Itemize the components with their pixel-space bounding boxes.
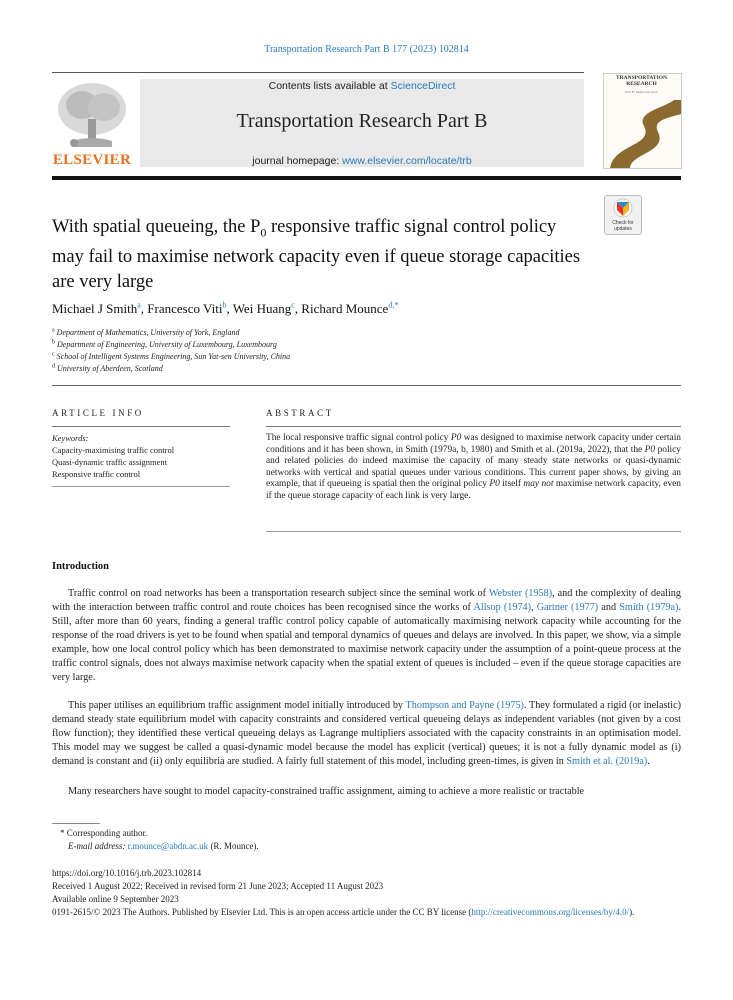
affil-text: Department of Mathematics, University of York, England: [56, 328, 240, 337]
keyword: Responsive traffic control: [52, 469, 141, 479]
license-link[interactable]: http://creativecommons.org/licenses/by/4.0/: [471, 907, 630, 917]
abstract-text: itself: [499, 479, 524, 490]
article-title: [52, 215, 592, 294]
abstract-text: was designed to maximise network capacity under certain conditions and it has been shown, in Smith (1979a, b, 1980) and Smith et al. (2019a, 2022), that the: [266, 433, 681, 455]
publisher-logo-text: ELSEVIER: [52, 152, 132, 168]
affiliation: [52, 352, 290, 361]
author-name: Michael J Smith: [52, 301, 138, 316]
affil-marker: b: [52, 339, 55, 346]
footnote-rule: [52, 823, 100, 824]
cover-subtitle: Part B: Methodological: [625, 90, 658, 94]
intro-paragraph-2: [52, 699, 681, 769]
body-text: This paper utilises an equilibrium traffic assignment model initially introduced by: [68, 700, 406, 711]
body-text: and: [598, 602, 620, 613]
affiliation: [52, 328, 239, 337]
author-list: [52, 301, 672, 317]
author-affil-link[interactable]: c: [291, 300, 295, 310]
received-dates: Received 1 August 2022; Received in revised form 21 June 2023; Accepted 11 August 2023: [52, 881, 384, 891]
footnote-marker: *: [60, 828, 67, 838]
affil-marker: d: [52, 363, 55, 370]
keyword: Quasi-dynamic traffic assignment: [52, 457, 168, 467]
journal-cover-thumbnail[interactable]: [603, 73, 682, 169]
author-name: Richard Mounce: [301, 301, 389, 316]
sciencedirect-link[interactable]: ScienceDirect: [390, 80, 456, 92]
license-text: 0191-2615/© 2023 The Authors. Published by Elsevier Ltd. This is an open access article under the CC BY license (: [52, 907, 472, 917]
cover-road-icon: [604, 74, 681, 168]
article-info-heading: ARTICLE INFO: [52, 408, 144, 418]
abstract-emphasis: P0: [450, 433, 462, 443]
license-end: ).: [629, 907, 635, 917]
abstract-text: policy and related policies do indeed maximise the capacity of many steady state networks or quasi-dynamic networks with vertical and spatial queues under various conditions. This current paper shows, by giving an example, that if queueing is spatial then the original policy: [266, 444, 681, 490]
intro-paragraph-3: Many researchers have sought to model capacity-constrained traffic assignment, aiming to achieve a more realistic or tractable: [68, 786, 585, 797]
affil-marker: c: [52, 351, 55, 358]
author-separator: ,: [294, 301, 302, 316]
journal-title: Transportation Research Part B: [236, 110, 488, 132]
header-thick-rule: [52, 176, 681, 180]
body-text: .: [647, 756, 650, 767]
abstract-text: The local responsive traffic signal control policy: [266, 433, 451, 443]
abstract-bottom-rule: [266, 531, 681, 532]
abstract-emphasis: P0: [489, 479, 500, 490]
license-statement: [52, 906, 681, 919]
author-name: Wei Huang: [232, 301, 292, 316]
body-text: . They formulated a rigid (or inelastic) demand steady state equilibrium model with capacity constraints and considered vertical queueing delays as independent variables (not given by a cost flow function); they identified these vertical queueing delays as Lagrange multipliers associated with the capacity constraints in an optimisation model. This model may we suggest be called a quasi-dynamic model because the model has explicit (vertical) queues; it is not a fully dynamic model as (i) demand is constant and (ii) only equilibria are studied. A fairly full statement of this model, including green-times, is given in: [52, 700, 682, 767]
contents-line: [140, 80, 584, 92]
affil-text: School of Intelligent Systems Engineering, Sun Yat-sen University, China: [56, 352, 291, 361]
citation-link[interactable]: Smith et al. (2019a): [566, 756, 648, 767]
email-note: [68, 841, 259, 851]
section-divider: [52, 385, 681, 386]
citation-link[interactable]: Smith (1979a): [619, 602, 679, 613]
email-label: E-mail address:: [68, 841, 126, 851]
author-separator: ,: [140, 301, 148, 316]
author-affil-link[interactable]: b: [222, 300, 227, 310]
top-divider: [52, 72, 584, 73]
citation-link[interactable]: Webster (1958): [488, 588, 553, 599]
citation-link[interactable]: Gartner (1977): [536, 602, 599, 613]
title-text-1: With spatial queueing, the P: [52, 217, 261, 237]
author-affil-link[interactable]: d,*: [388, 300, 399, 310]
citation-link[interactable]: Thompson and Payne (1975): [405, 700, 524, 711]
contents-prefix: Contents lists available at: [268, 80, 391, 92]
corresponding-author-note: [60, 828, 147, 838]
available-online: Available online 9 September 2023: [52, 894, 179, 904]
affil-marker: a: [52, 327, 55, 334]
author-name: Francesco Viti: [147, 301, 223, 316]
corresponding-text: Corresponding author.: [66, 828, 148, 838]
body-text: , and the complexity of dealing with the interaction between traffic control and route choices has been recognised since the works of: [52, 588, 681, 613]
abstract-emphasis: may not: [523, 479, 554, 490]
intro-paragraph-1: [52, 587, 681, 685]
abstract-rule: [266, 426, 681, 427]
author-affil-link[interactable]: a: [137, 300, 141, 310]
affil-text: University of Aberdeen, Scotland: [57, 364, 163, 373]
homepage-line: [140, 155, 584, 167]
keyword: Capacity-maximising traffic control: [52, 445, 175, 455]
keywords-rule: [52, 486, 230, 487]
keywords-label: Keywords:: [52, 433, 89, 443]
email-suffix: (R. Mounce).: [208, 841, 259, 851]
body-text: Traffic control on road networks has been a transportation research subject since the seminal work of: [68, 588, 489, 599]
affiliation: [52, 340, 277, 349]
homepage-link[interactable]: www.elsevier.com/locate/trb: [342, 155, 472, 167]
article-info-rule: [52, 426, 230, 427]
crossmark-icon: [605, 196, 641, 220]
title-subscript: 0: [260, 225, 267, 240]
abstract-body: [266, 433, 681, 503]
journal-reference[interactable]: Transportation Research Part B 177 (2023) 102814: [264, 44, 469, 55]
check-for-updates-label: Check for updates: [612, 220, 634, 232]
author-separator: ,: [226, 301, 233, 316]
homepage-prefix: journal homepage:: [252, 155, 343, 167]
abstract-text: maximise network capacity, even if the queue storage capacity of each link is very large.: [266, 479, 681, 501]
affil-text: Department of Engineering, University of Luxembourg, Luxembourg: [57, 340, 277, 349]
title-text-2: responsive traffic signal control policy may fail to maximise network capacity even if queue storage capacities are very large: [52, 217, 581, 292]
abstract-emphasis: P0: [644, 444, 656, 455]
citation-link[interactable]: Allsop (1974): [473, 602, 532, 613]
body-text: . Still, after more than 60 years, finding a general traffic control policy capable of automatically maximising network capacity while accounting for the response of the road drivers is yet to be found when spatial and temporal dynamics of queues and delays are involved. In this paper, we show, via a simple example, how one local control policy which has been demonstrated to maximise network capacity under the assumption of a point-queue process at the traffic control signals, does not always maximise network capacity when the spatial extent of queues is included – even if the queue storage capacities are very large.: [52, 602, 681, 683]
doi-link[interactable]: https://doi.org/10.1016/j.trb.2023.102814: [52, 868, 202, 878]
email-link[interactable]: r.mounce@abdn.ac.uk: [127, 841, 209, 851]
abstract-heading: ABSTRACT: [266, 408, 334, 418]
affiliation: [52, 364, 163, 373]
cover-title: TRANSPORTATION RESEARCH: [616, 75, 667, 87]
body-text: ,: [531, 602, 537, 613]
introduction-heading: Introduction: [52, 561, 109, 572]
